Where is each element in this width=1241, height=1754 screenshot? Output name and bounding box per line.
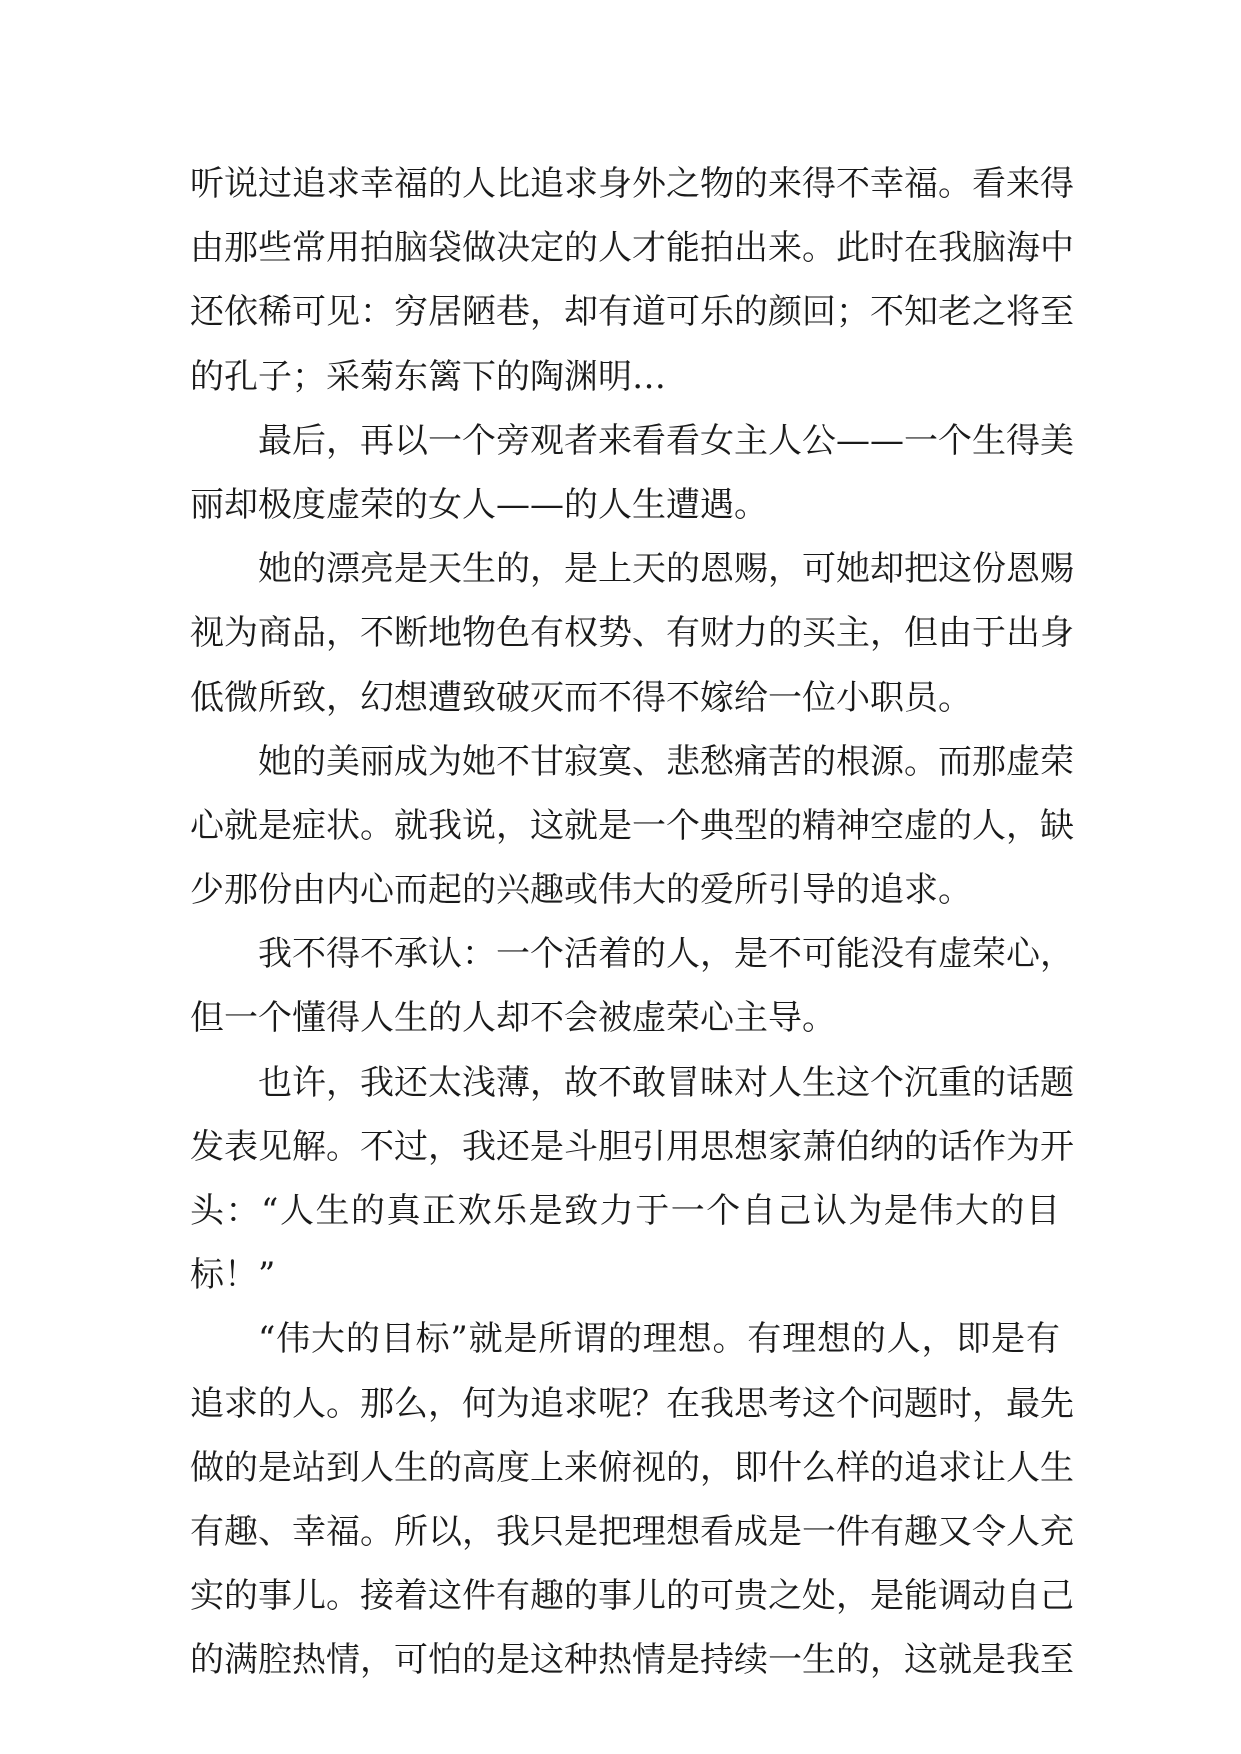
text-line: 由那些常用拍脑袋做决定的人才能拍出来。此时在我脑海中 — [190, 228, 1074, 269]
text-line: 也许，我还太浅薄，故不敢冒昧对人生这个沉重的话题 — [258, 1062, 1074, 1103]
text-line: 但一个懂得人生的人却不会被虚荣心主导。 — [190, 998, 836, 1039]
text-line: 最后，再以一个旁观者来看看女主人公——一个生得美 — [258, 420, 1074, 461]
text-line: 标！” — [190, 1255, 276, 1296]
text-line: 她的美丽成为她不甘寂寞、悲愁痛苦的根源。而那虚荣 — [258, 741, 1074, 782]
text-line: 实的事儿。接着这件有趣的事儿的可贵之处，是能调动自己 — [190, 1576, 1074, 1617]
text-line: 发表见解。不过，我还是斗胆引用思想家萧伯纳的话作为开 — [190, 1126, 1074, 1167]
text-line: 心就是症状。就我说，这就是一个典型的精神空虚的人，缺 — [190, 805, 1074, 846]
text-line: 的孔子；采菊东篱下的陶渊明… — [190, 356, 666, 397]
text-line: 的满腔热情，可怕的是这种热情是持续一生的，这就是我至 — [190, 1640, 1074, 1681]
text-line: 还依稀可见：穷居陋巷，却有道可乐的颜回；不知老之将至 — [190, 292, 1074, 333]
text-line: 少那份由内心而起的兴趣或伟大的爱所引导的追求。 — [190, 870, 972, 911]
text-line: 做的是站到人生的高度上来俯视的，即什么样的追求让人生 — [190, 1447, 1074, 1488]
text-line: “伟大的目标”就是所谓的理想。有理想的人，即是有 — [258, 1319, 1060, 1360]
text-line: 追求的人。那么，何为追求呢？在我思考这个问题时，最先 — [190, 1383, 1074, 1424]
text-line: 她的漂亮是天生的，是上天的恩赐，可她却把这份恩赐 — [258, 549, 1074, 590]
text-line: 丽却极度虚荣的女人——的人生遭遇。 — [190, 484, 768, 525]
text-line: 我不得不承认：一个活着的人，是不可能没有虚荣心， — [258, 934, 1074, 975]
text-line: 有趣、幸福。所以，我只是把理想看成是一件有趣又令人充 — [190, 1511, 1074, 1552]
text-line: 低微所致，幻想遭致破灭而不得不嫁给一位小职员。 — [190, 677, 972, 718]
text-line: 头：“人生的真正欢乐是致力于一个自己认为是伟大的目 — [190, 1191, 1060, 1231]
body-text — [190, 152, 1074, 1693]
text-line: 视为商品，不断地物色有权势、有财力的买主，但由于出身 — [190, 613, 1074, 654]
text-line: 听说过追求幸福的人比追求身外之物的来得不幸福。看来得 — [190, 164, 1074, 204]
